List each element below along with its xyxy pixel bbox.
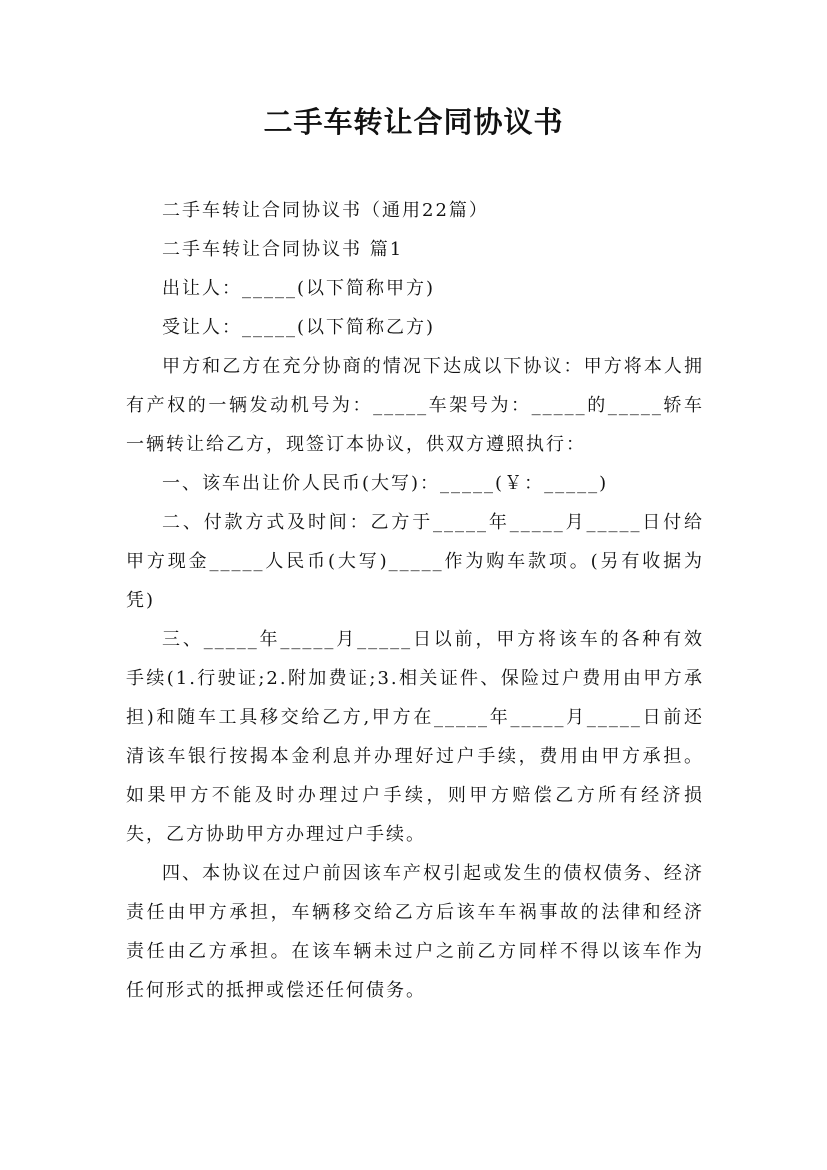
paragraph-agreement-intro: 甲方和乙方在充分协商的情况下达成以下协议：甲方将本人拥有产权的一辆发动机号为：_____车架号为：_____的_____轿车一辆转让给乙方，现签订本协议，供双方遵照执行： — [126, 356, 704, 455]
document-title: 二手车转让合同协议书 — [263, 105, 564, 139]
paragraph-transferee: 受让人：_____(以下简称乙方) — [162, 317, 436, 338]
paragraph-transferor: 出让人：_____(以下简称甲方) — [162, 278, 436, 299]
paragraph-clause-3: 三、_____年_____月_____日以前，甲方将该车的各种有效手续(1.行驶证;2.附加费证;3.相关证件、保险过户费用由甲方承担)和随车工具移交给乙方,甲方在_____年_____月_____日前还清该车银行按揭本金利息并办理好过户手续，费用由甲方承担。如果甲方不能及时办理过户手续，则甲方赔偿乙方所有经济损失，乙方协助甲方办理过户手续。 — [126, 629, 704, 845]
paragraph-subtitle: 二手车转让合同协议书（通用22篇） — [162, 200, 489, 221]
paragraph-clause-2: 二、付款方式及时间：乙方于_____年_____月_____日付给甲方现金_____人民币(大写)_____作为购车款项。(另有收据为凭) — [126, 512, 704, 611]
paragraph-clause-4: 四、本协议在过户前因该车产权引起或发生的债权债务、经济责任由甲方承担，车辆移交给乙方后该车车祸事故的法律和经济责任由乙方承担。在该车辆未过户之前乙方同样不得以该车作为任何形式的抵押或偿还任何债务。 — [126, 863, 704, 1001]
paragraph-chapter-heading: 二手车转让合同协议书 篇1 — [162, 239, 404, 260]
document-body — [126, 191, 704, 1010]
paragraph-clause-1: 一、该车出让价人民币(大写)：_____(￥：_____) — [162, 473, 609, 494]
